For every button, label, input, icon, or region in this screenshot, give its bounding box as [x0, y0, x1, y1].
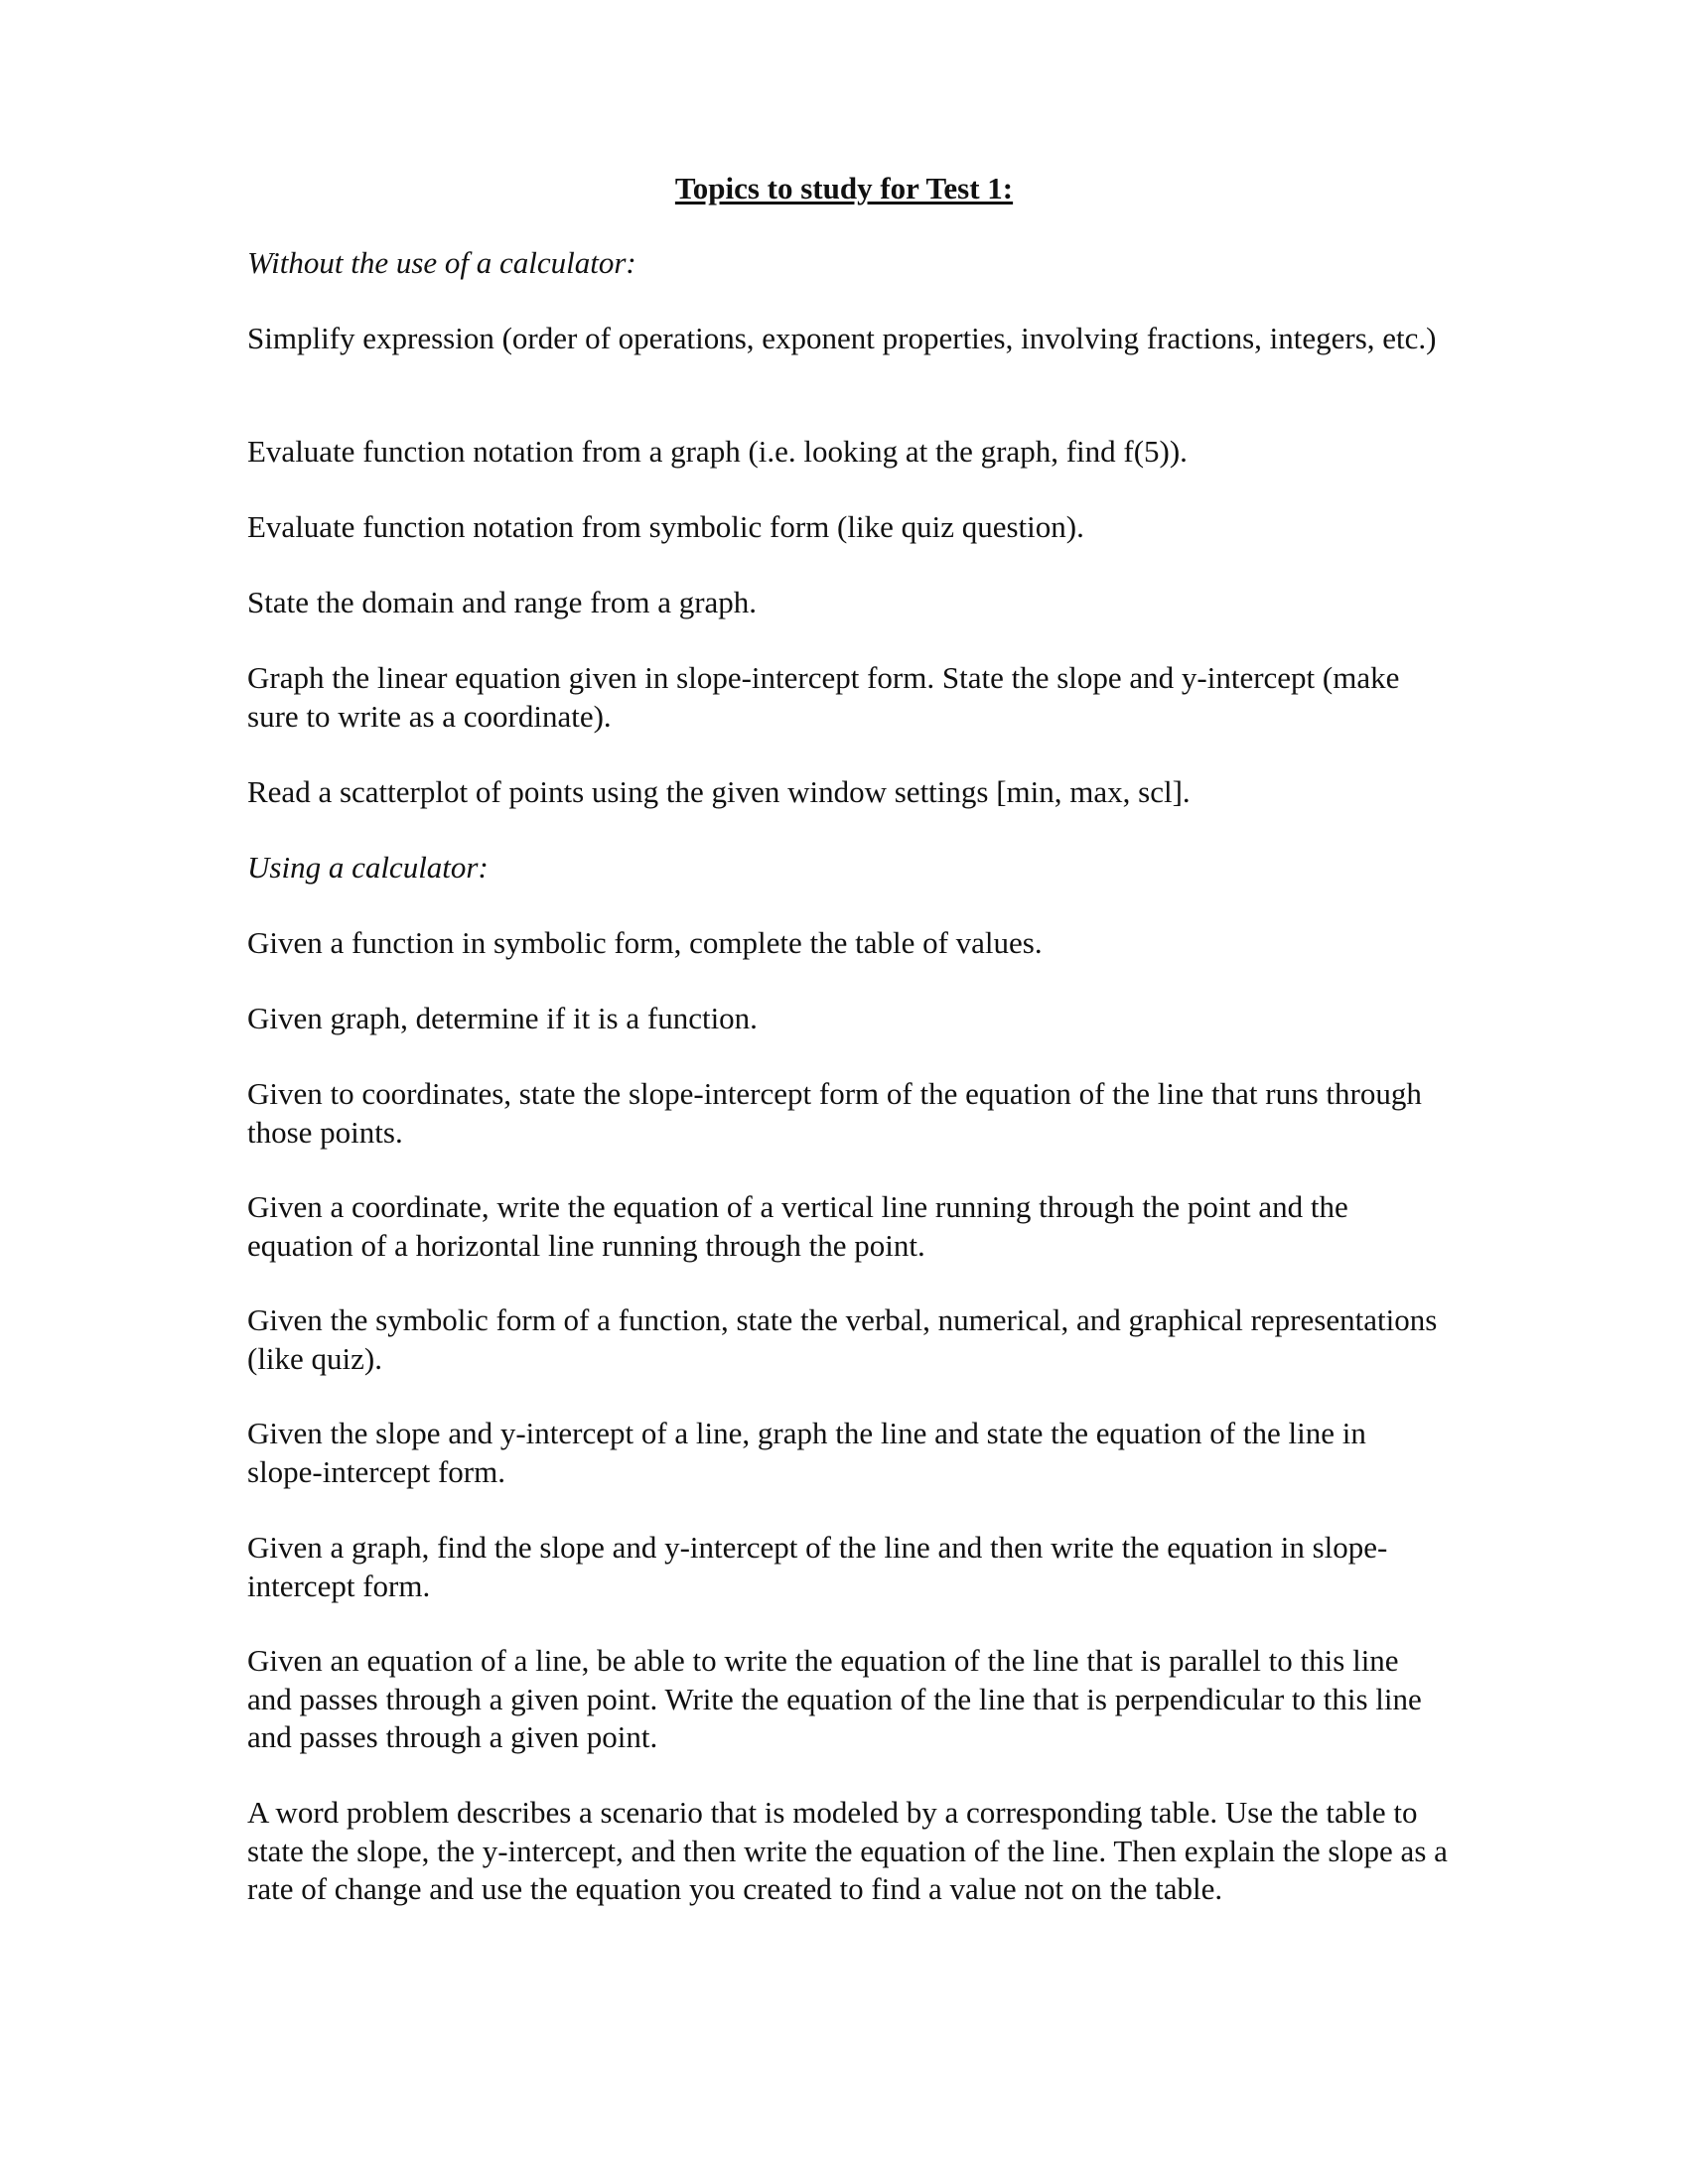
topic-equation-from-graph: Given a graph, find the slope and y-intercept of the line and then write the equation in slope-intercept form. [247, 1530, 1388, 1603]
section-heading-calculator: Using a calculator: [247, 850, 489, 885]
topic-table-of-values: Given a function in symbolic form, complete the table of values. [247, 925, 1043, 960]
topic-graph-linear-equation: Graph the linear equation given in slope-intercept form. State the slope and y-intercept (make sure to write as a coordinate). [247, 660, 1400, 734]
topic-function-representations: Given the symbolic form of a function, state the verbal, numerical, and graphical representations (like quiz). [247, 1302, 1438, 1376]
page-title: Topics to study for Test 1: [674, 171, 1014, 205]
topic-domain-range: State the domain and range from a graph. [247, 585, 758, 619]
topic-is-function: Given graph, determine if it is a function. [247, 1001, 758, 1035]
topic-simplify-expression: Simplify expression (order of operations, exponent properties, involving fractions, integers, etc.) [247, 321, 1437, 355]
topic-word-problem-table: A word problem describes a scenario that is modeled by a corresponding table. Use the table to state the slope, the y-intercept, and then write the equation of the line. Then explain the slope as a rate of change and use the equation you created to find a value not on the table. [247, 1795, 1448, 1906]
topic-slope-intercept-two-points: Given to coordinates, state the slope-intercept form of the equation of the line that runs through those points. [247, 1076, 1422, 1150]
topic-parallel-perpendicular: Given an equation of a line, be able to write the equation of the line that is parallel to this line and passes through a given point. Write the equation of the line that is perpendicular to this line and passes through a given point. [247, 1643, 1422, 1754]
topic-function-notation-symbolic: Evaluate function notation from symbolic form (like quiz question). [247, 509, 1084, 544]
topic-vertical-horizontal-lines: Given a coordinate, write the equation of a vertical line running through the point and the equation of a horizontal line running through the point. [247, 1189, 1348, 1263]
topic-scatterplot: Read a scatterplot of points using the given window settings [min, max, scl]. [247, 774, 1191, 809]
topic-graph-from-slope-intercept: Given the slope and y-intercept of a line, graph the line and state the equation of the line in slope-intercept form. [247, 1416, 1366, 1489]
topic-function-notation-graph: Evaluate function notation from a graph (i.e. looking at the graph, find f(5)). [247, 434, 1188, 469]
section-heading-no-calculator: Without the use of a calculator: [247, 245, 636, 280]
